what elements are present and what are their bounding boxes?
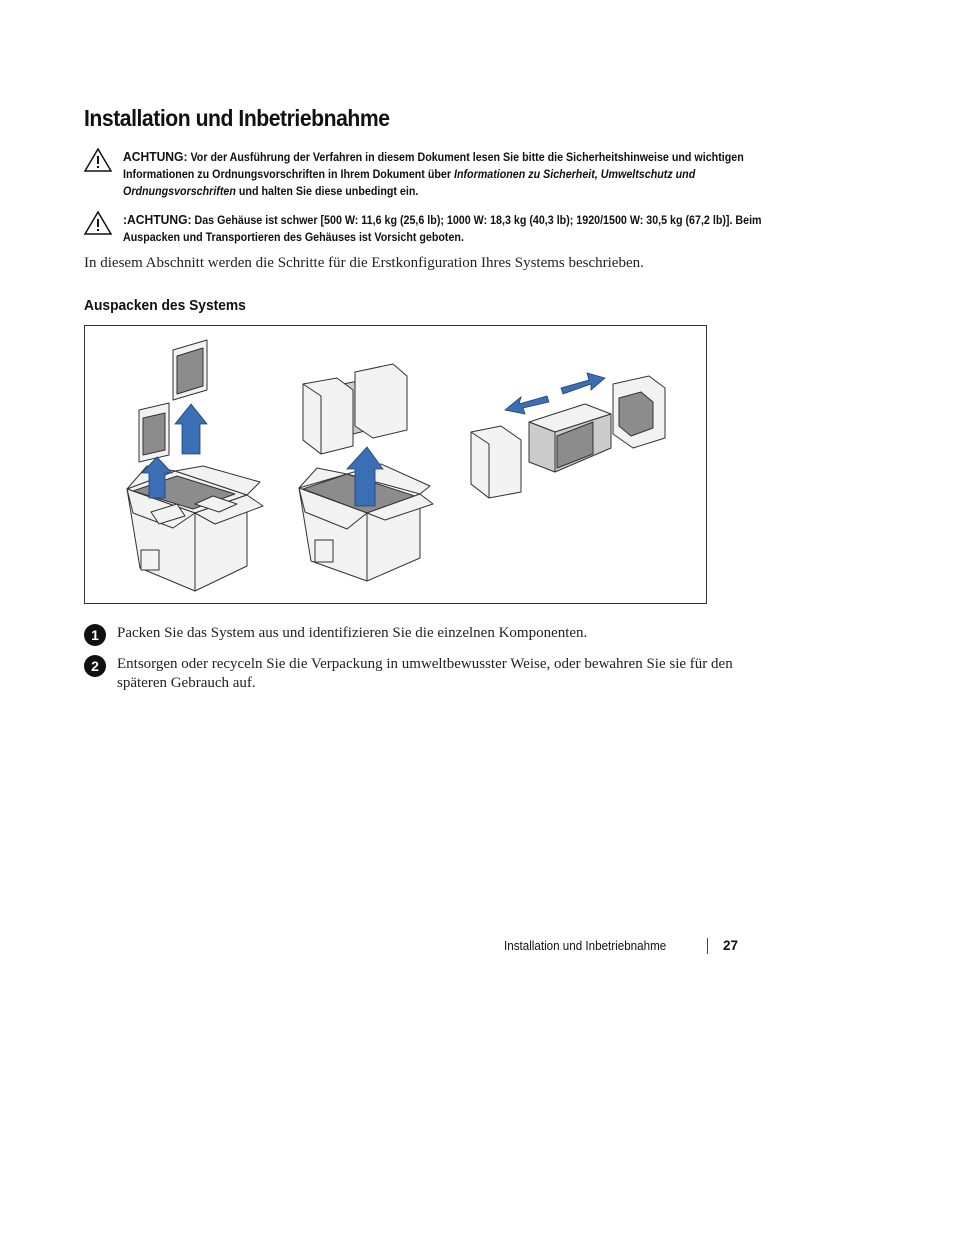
foam-cap-left [471, 426, 521, 498]
foam-cap-right [613, 376, 665, 448]
footer-divider [707, 938, 708, 954]
unpacking-drawing [85, 326, 708, 605]
footer-title: Installation und Inbetriebnahme [504, 939, 667, 953]
caution-label: ACHTUNG: [123, 149, 188, 164]
enclosure [529, 404, 611, 472]
intro-paragraph: In diesem Abschnitt werden die Schritte für die Erstkonfiguration Ihres Systems beschrieben. [84, 255, 644, 271]
caution-notice-safety [84, 148, 744, 201]
caution-text-end: und halten Sie diese unbedingt ein. [238, 186, 419, 198]
step-2 [84, 655, 764, 693]
document-sheet-large [173, 340, 207, 400]
caution-document-title: Informationen zu Sicherheit, Umweltschutz und Ordnungsvorschriften [123, 169, 696, 198]
caution-label: :ACHTUNG: [123, 212, 192, 227]
step-text: Entsorgen oder recyceln Sie die Verpackung in umweltbewusster Weise, oder bewahren Sie sie für den späteren Gebrauch auf. [117, 656, 733, 691]
move-arrow-right [561, 373, 605, 394]
box-with-documents [127, 466, 263, 591]
section-title: Auspacken des Systems [84, 297, 246, 314]
caution-notice-weight [84, 211, 762, 247]
unpacking-illustration [84, 325, 707, 604]
caution-text: Vor der Ausführung der Verfahren in diesem Dokument lesen Sie bitte die Sicherheitshinweise und wichtigen Informationen zu Ordnungsvorschriften in Ihrem Dokument über [123, 152, 744, 181]
enclosure-with-foam-caps [303, 364, 407, 454]
lift-arrow-documents-large [175, 404, 207, 454]
step-number-badge: 1 [84, 624, 106, 646]
warning-triangle-icon [84, 148, 112, 172]
caution-text: Das Gehäuse ist schwer [500 W: 11,6 kg (25,6 lb); 1000 W: 18,3 kg (40,3 lb); 1920/1500 W: 30,5 kg (67,2 lb)]. Beim Auspacken und Transportieren des Gehäuses ist Vorsicht geboten. [123, 215, 762, 244]
page-footer [504, 938, 744, 958]
move-arrow-left [505, 396, 549, 414]
step-number-badge: 2 [84, 655, 106, 677]
step-text: Packen Sie das System aus und identifizieren Sie die einzelnen Komponenten. [117, 625, 588, 641]
warning-triangle-icon [84, 211, 112, 235]
document-sheet-small [139, 403, 169, 462]
page-number: 27 [723, 938, 739, 953]
step-1 [84, 624, 764, 643]
page-title: Installation und Inbetriebnahme [84, 105, 390, 131]
